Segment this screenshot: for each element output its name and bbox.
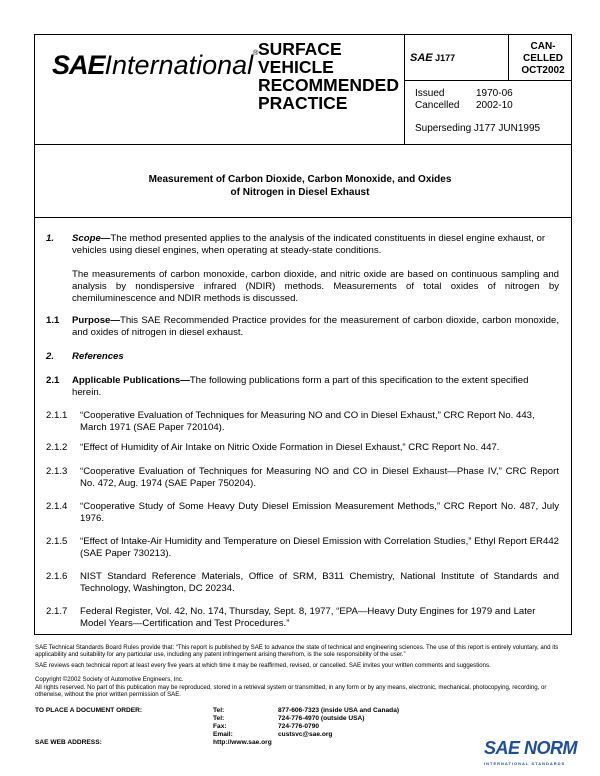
- header-divider-2: [508, 34, 509, 80]
- applicable-publications-paragraph: Applicable Publications—The following publications form a part of this specification to the extent specified herein.: [72, 375, 529, 398]
- reference-item: “Cooperative Evaluation of Techniques for Measuring NO and CO in Diesel Exhaust,” CRC Report No. 443, March 1971 (SAE Paper 720104).: [80, 410, 535, 433]
- section-number: 2.: [46, 351, 55, 362]
- reference-item: “Cooperative Study of Some Heavy Duty Diesel Emission Measurement Methods,” CRC Report No. 487, July 1976.: [80, 501, 559, 524]
- review-note: SAE reviews each technical report at least every five years at which time it may be reaffirmed, revised, or cancelled. SAE invites your written comments and suggestions.: [35, 662, 491, 669]
- scope-paragraph: Scope—The method presented applies to the analysis of the indicated constituents in diesel engine exhaust, or vehicles using diesel engines, when operating at steady-state conditions.: [72, 233, 546, 256]
- reference-number: 2.1.1: [46, 410, 68, 421]
- copyright-note: Copyright ©2002 Society of Automotive Engineers, Inc.: [35, 676, 184, 683]
- document-title: Measurement of Carbon Dioxide, Carbon Monoxide, and Oxides of Nitrogen in Diesel Exhaust: [148, 174, 452, 198]
- references-heading: References: [72, 351, 124, 362]
- section-number: 2.1: [46, 375, 60, 386]
- document-type: SURFACE VEHICLE RECOMMENDED PRACTICE: [258, 39, 399, 113]
- web-address-link[interactable]: http://www.sae.org: [213, 739, 272, 746]
- document-number: SAE J177: [410, 52, 456, 64]
- contact-list: Tel: 877-606-7323 (inside USA and Canada) Tel: 724-776-4970 (outside USA) Fax: 724-776-0790 Email: custsvc@sae.org: [213, 707, 400, 738]
- rights-note: All rights reserved. No part of this publication may be reproduced, stored in a retrieval system or transmitted, in any form or by any means, electronic, mechanical, photocopying, recording, or otherwise, without the prior written permission of SAE.: [35, 684, 547, 699]
- reference-number: 2.1.7: [46, 606, 68, 617]
- cancelled-stamp: CAN- CELLED OCT2002: [521, 41, 565, 76]
- reference-number: 2.1.4: [46, 501, 68, 512]
- reference-item: “Effect of Intake-Air Humidity and Temperature on Diesel Emission with Correlation Studies,” Ethyl Report ER442 (SAE Paper 730213).: [80, 536, 559, 559]
- reference-item: NIST Standard Reference Materials, Office of SRM, B311 Chemistry, National Institute of Standards and Technology, Washington, DC 20234.: [80, 571, 559, 594]
- reference-number: 2.1.2: [46, 442, 68, 453]
- scope-paragraph-2: The measurements of carbon monoxide, carbon dioxide, and nitric oxide are based on continuous sampling and analysis by nondispersive infrared (NDIR) methods. Measurements of total oxides of nitrogen by chemiluminescence and NDIR methods is discussed.: [72, 269, 559, 304]
- reference-item: Federal Register, Vol. 42, No. 174, Thursday, Sept. 8, 1977, “EPA—Heavy Duty Engines for 1979 and Later Model Years—Certification and Test Procedures.”: [80, 606, 536, 629]
- reference-number: 2.1.5: [46, 536, 68, 547]
- sae-norm-logo: SAE NORM INTERNATIONAL STANDARDS: [484, 738, 578, 766]
- order-label: TO PLACE A DOCUMENT ORDER:: [35, 707, 143, 714]
- reference-number: 2.1.3: [46, 466, 68, 477]
- web-label: SAE WEB ADDRESS:: [35, 739, 102, 746]
- superseding-note: Superseding J177 JUN1995: [415, 123, 541, 134]
- board-rules-note: SAE Technical Standards Board Rules provide that: “This report is published by SAE to advance the state of technical and engineering sciences. The use of this report is entirely voluntary, and its applicability and suitability for any particular use, including any patent infringement arising therefrom, is the sole responsibility of the user.”: [35, 644, 559, 659]
- reference-item: “Cooperative Evaluation of Techniques for Measuring NO and CO in Diesel Exhaust—Phase IV,” CRC Report No. 472, Aug. 1974 (SAE Paper 750204).: [80, 466, 559, 489]
- header-divider-3: [404, 80, 572, 81]
- section-number: 1.: [46, 233, 55, 244]
- purpose-paragraph: Purpose—This SAE Recommended Practice provides for the measurement of carbon dioxide, carbon monoxide, and oxides of nitrogen in diesel exhaust.: [72, 315, 559, 338]
- issue-dates: Issued 1970-06 Cancelled 2002-10: [415, 88, 513, 111]
- sae-international-logo: SAEInternational®: [52, 50, 259, 80]
- reference-item: “Effect of Humidity of Air Intake on Nitric Oxide Formation in Diesel Exhaust,” CRC Report No. 447.: [80, 442, 500, 453]
- section-number: 1.1: [46, 315, 60, 326]
- reference-number: 2.1.6: [46, 571, 68, 582]
- header-divider-1: [404, 34, 405, 145]
